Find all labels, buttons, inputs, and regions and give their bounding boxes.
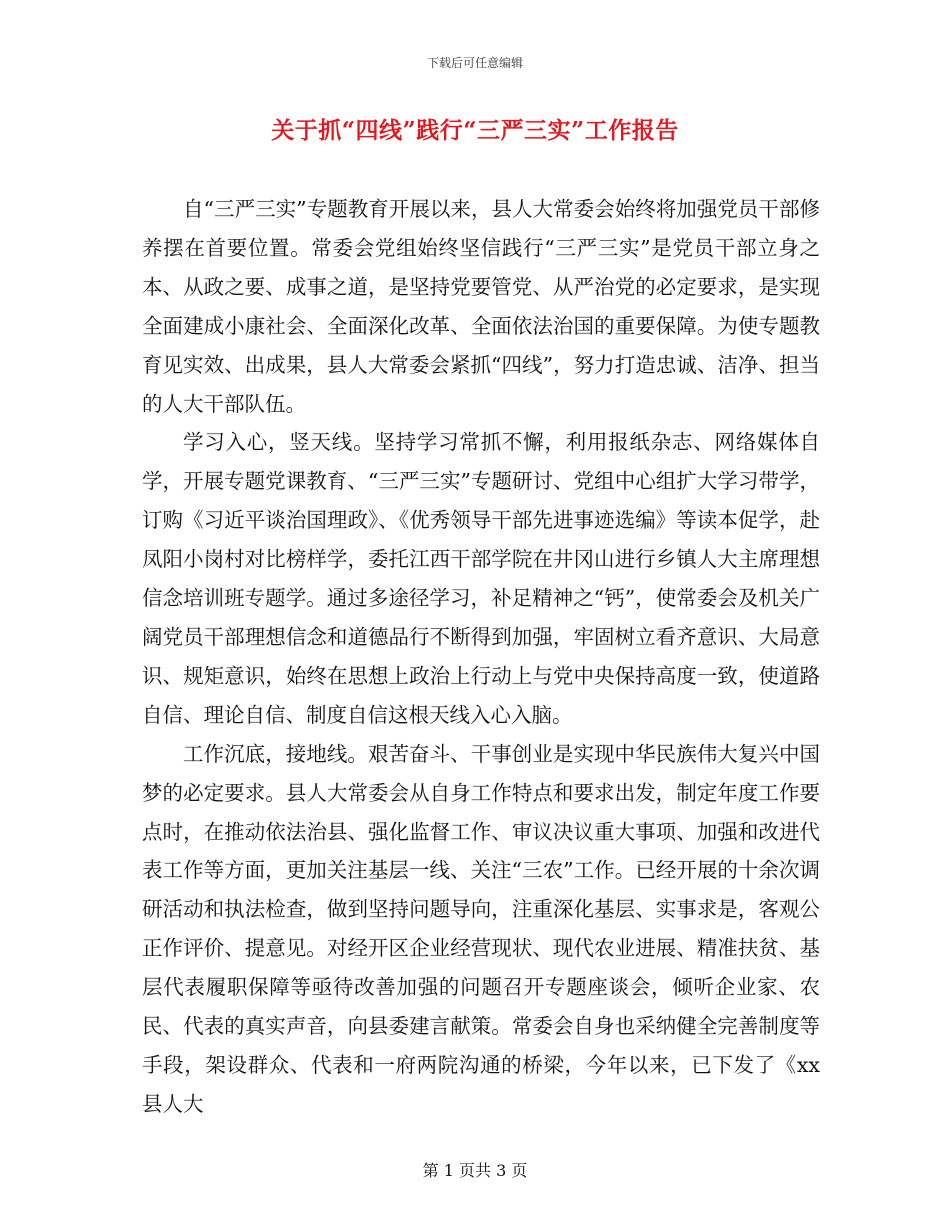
paragraph-work: 工作沉底，接地线。艰苦奋斗、干事创业是实现中华民族伟大复兴中国梦的必定要求。县人大常委会从自身工作特点和要求出发，制定年度工作要点时，在推动依法治县、强化监督工作、审议决议重大事项、加强和改进代表工作等方面，更加关注基层一线、关注“三农”工作。已经开展的十余次调研活动和执法检查，做到坚持问题导向，注重深化基层、实事求是，客观公正作评价、提意见。对经开区企业经营现状、现代农业进展、精准扶贫、基层代表履职保障等亟待改善加强的问题召开专题座谈会，倾听企业家、农民、代表的真实声音，向县委建言献策。常委会自身也采纳健全完善制度等手段，架设群众、代表和一府两院沟通的桥梁，今年以来，已下发了《xx县人大 — [142, 741, 820, 1116]
page-header-note: 下载后可任意编辑 — [426, 56, 523, 70]
page-number: 第 1 页共 3 页 — [422, 1161, 528, 1180]
paragraph-intro: 自“三严三实”专题教育开展以来，县人大常委会始终将加强党员干部修养摆在首要位置。常委会党组始终坚信践行“三严三实”是党员干部立身之本、从政之要、成事之道，是坚持党要管党、从严治党的必定要求，是实现全面建成小康社会、全面深化改革、全面依法治国的重要保障。为使专题教育见实效、出成果，县人大常委会紧抓“四线”，努力打造忠诚、洁净、担当的人大干部队伍。 — [142, 197, 820, 416]
paragraph-study: 学习入心，竖天线。坚持学习常抓不懈，利用报纸杂志、网络媒体自学，开展专题党课教育、“三严三实”专题研讨、党组中心组扩大学习带学，订购《习近平谈治国理政》、《优秀领导干部先进事迹选编》等读本促学，赴凤阳小岗村对比榜样学，委托江西干部学院在井冈山进行乡镇人大主席理想信念培训班专题学。通过多途径学习，补足精神之“钙”，使常委会及机关广阔党员干部理想信念和道德品行不断得到加强，牢固树立看齐意识、大局意识、规矩意识，始终在思想上政治上行动上与党中央保持高度一致，使道路自信、理论自信、制度自信这根天线入心入脑。 — [142, 430, 820, 727]
document-body — [142, 190, 820, 1124]
document-title: 关于抓“四线”践行“三严三实”工作报告 — [271, 117, 679, 144]
